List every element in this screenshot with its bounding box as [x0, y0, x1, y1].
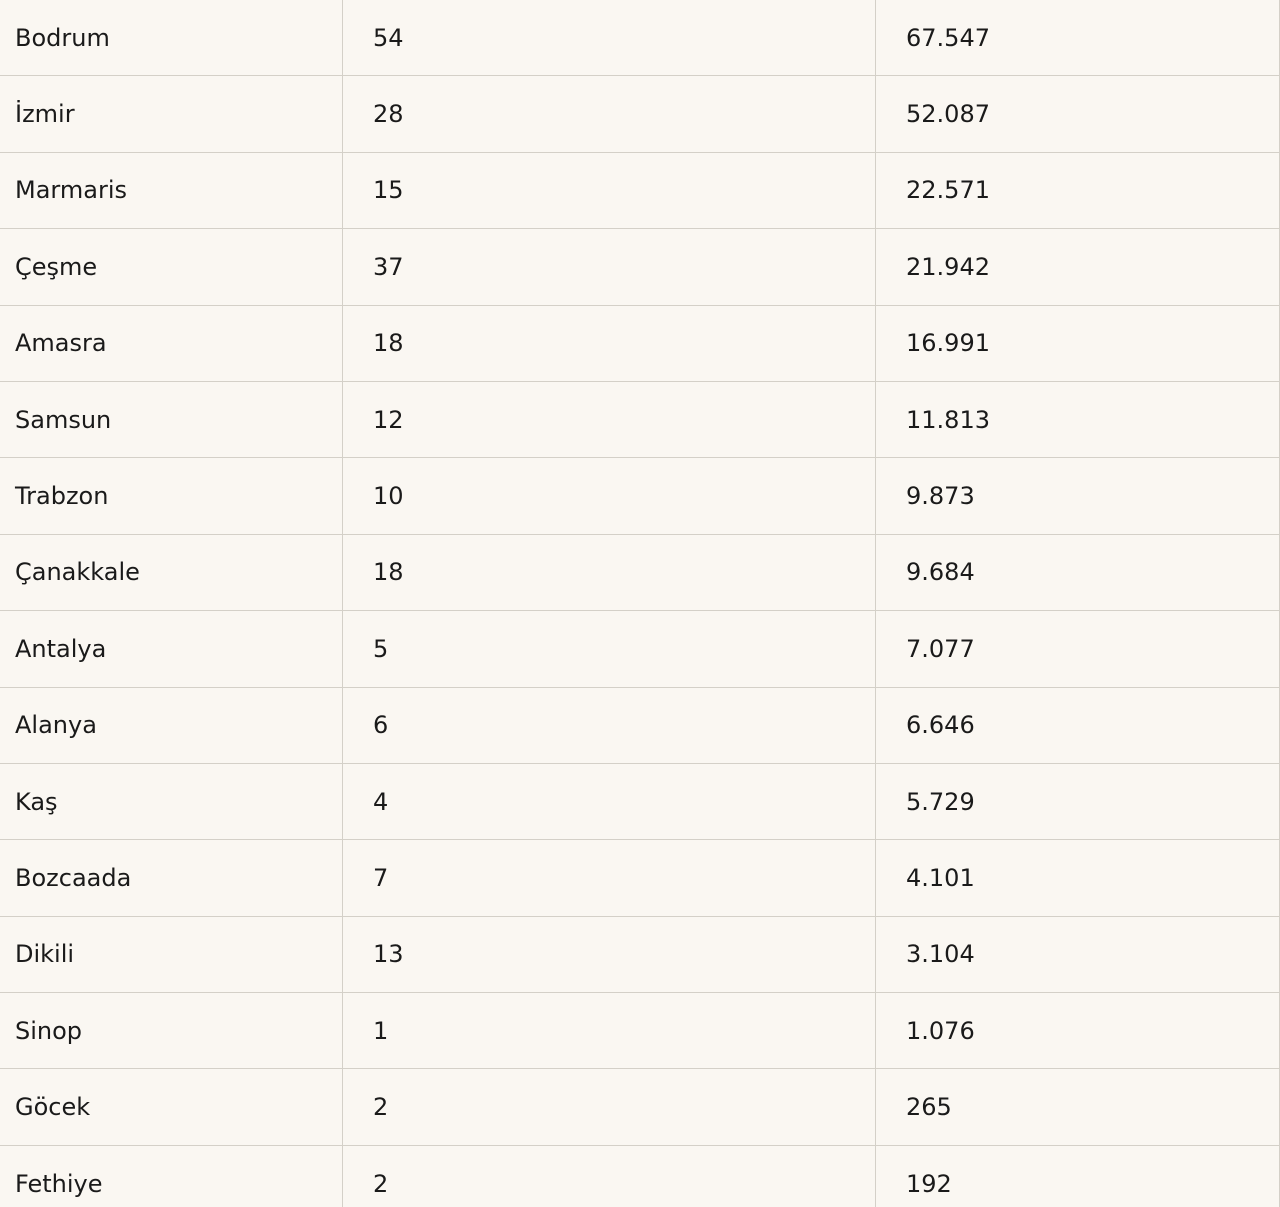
count-cell: 2 [342, 1069, 875, 1144]
city-cell: Dikili [15, 940, 75, 969]
value-cell: 6.646 [875, 688, 1280, 763]
count-cell: 6 [342, 688, 875, 763]
city-cell: Çeşme [15, 252, 98, 281]
count-cell: 4 [342, 764, 875, 839]
count-cell: 10 [342, 458, 875, 533]
count-cell: 15 [342, 153, 875, 228]
table-row [0, 840, 1280, 916]
count-cell: 54 [342, 0, 875, 75]
value-cell: 5.729 [875, 764, 1280, 839]
count-cell: 12 [342, 382, 875, 457]
value-cell: 9.684 [875, 535, 1280, 610]
table-row [0, 993, 1280, 1069]
table-row [0, 306, 1280, 382]
count-cell: 28 [342, 76, 875, 151]
value-cell: 7.077 [875, 611, 1280, 686]
count-cell: 18 [342, 535, 875, 610]
city-cell: Çanakkale [15, 558, 140, 587]
count-cell: 2 [342, 1146, 875, 1207]
value-cell: 265 [875, 1069, 1280, 1144]
city-cell: İzmir [15, 100, 75, 129]
table-row [0, 535, 1280, 611]
value-cell: 192 [875, 1146, 1280, 1207]
count-cell: 5 [342, 611, 875, 686]
value-cell: 16.991 [875, 306, 1280, 381]
table-row [0, 0, 1280, 76]
count-cell: 7 [342, 840, 875, 915]
city-cell: Amasra [15, 329, 107, 358]
city-cell: Marmaris [15, 176, 127, 205]
table-row [0, 76, 1280, 152]
value-cell: 22.571 [875, 153, 1280, 228]
city-cell: Trabzon [15, 482, 109, 511]
city-cell: Kaş [15, 787, 58, 816]
value-cell: 1.076 [875, 993, 1280, 1068]
count-cell: 37 [342, 229, 875, 304]
value-cell: 67.547 [875, 0, 1280, 75]
value-cell: 11.813 [875, 382, 1280, 457]
city-cell: Bodrum [15, 23, 110, 52]
value-cell: 52.087 [875, 76, 1280, 151]
table-row [0, 611, 1280, 687]
value-cell: 3.104 [875, 917, 1280, 992]
count-cell: 13 [342, 917, 875, 992]
table-row [0, 1146, 1280, 1207]
value-cell: 9.873 [875, 458, 1280, 533]
count-cell: 18 [342, 306, 875, 381]
table-row [0, 229, 1280, 305]
table-row [0, 1069, 1280, 1145]
table-row [0, 688, 1280, 764]
table-row [0, 764, 1280, 840]
city-cell: Alanya [15, 711, 97, 740]
value-cell: 21.942 [875, 229, 1280, 304]
value-cell: 4.101 [875, 840, 1280, 915]
table-row [0, 382, 1280, 458]
city-cell: Sinop [15, 1016, 83, 1045]
city-cell: Antalya [15, 634, 107, 663]
city-cell: Göcek [15, 1093, 91, 1122]
count-cell: 1 [342, 993, 875, 1068]
city-cell: Samsun [15, 405, 112, 434]
city-cell: Fethiye [15, 1169, 103, 1198]
table-row [0, 458, 1280, 534]
table-row [0, 917, 1280, 993]
city-cell: Bozcaada [15, 863, 132, 892]
table-row [0, 153, 1280, 229]
